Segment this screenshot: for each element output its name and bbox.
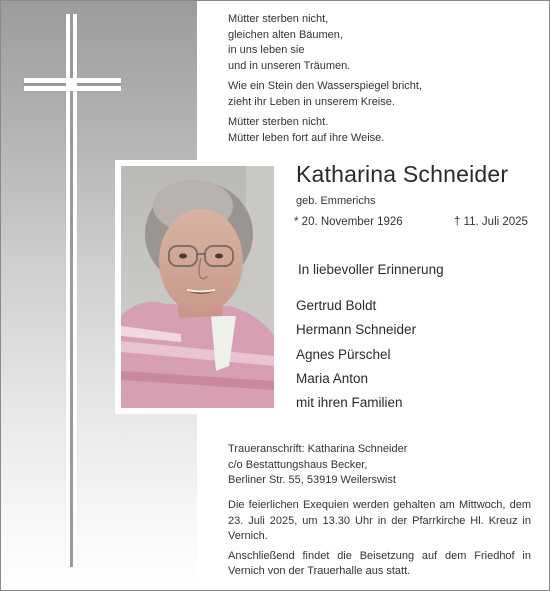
address-line: Traueranschrift: Katharina Schneider	[228, 443, 408, 455]
mourner-name: Agnes Pürschel	[296, 346, 391, 362]
exequies-text: Die feierlichen Exequien werden gehalten am Mittwoch, dem 23. Juli 2025, um 13.30 Uhr in der Pfarrkirche Hl. Kreuz in Vernich.	[228, 499, 531, 542]
latin-cross-icon	[66, 14, 77, 567]
birth-name: geb. Emmerichs	[296, 195, 376, 207]
poem-stanza-2	[228, 79, 528, 110]
mourning-address	[228, 442, 407, 489]
poem-line: in uns leben sie	[228, 44, 305, 56]
cross-bar	[24, 78, 121, 91]
address-line: Berliner Str. 55, 53919 Weilerswist	[228, 474, 396, 486]
deceased-name: Katharina Schneider	[296, 161, 509, 187]
burial-text: Anschließend findet die Beisetzung auf dem Friedhof in Vernich von der Trauerhalle aus statt.	[228, 549, 531, 577]
mourners-list	[296, 296, 416, 417]
portrait-photo	[121, 166, 274, 408]
service-details	[228, 498, 531, 584]
poem-line: gleichen alten Bäumen,	[228, 28, 343, 41]
poem-line: Mütter sterben nicht,	[228, 13, 329, 25]
poem-line: Wie ein Stein den Wasserspiegel bricht,	[228, 80, 423, 92]
memory-line: In liebevoller Erinnerung	[298, 262, 444, 277]
portrait-frame	[115, 160, 280, 414]
poem-line: und in unseren Träumen.	[228, 59, 351, 72]
poem-stanza-3	[228, 115, 528, 146]
mourner-name: Hermann Schneider	[296, 322, 417, 338]
mourner-name: Gertrud Boldt	[296, 298, 377, 313]
poem-line: Mütter leben fort auf ihre Weise.	[228, 131, 385, 144]
poem-stanza-1	[228, 12, 528, 74]
poem-line: Mütter sterben nicht.	[228, 116, 329, 128]
poem-line: zieht ihr Leben in unserem Kreise.	[228, 95, 395, 108]
poem	[228, 12, 528, 151]
mourner-families: mit ihren Familien	[296, 395, 403, 411]
death-date: † 11. Juli 2025	[454, 216, 528, 228]
mourner-name: Maria Anton	[296, 370, 369, 386]
address-line: c/o Bestattungshaus Becker,	[228, 458, 368, 471]
birth-date: * 20. November 1926	[294, 216, 403, 228]
